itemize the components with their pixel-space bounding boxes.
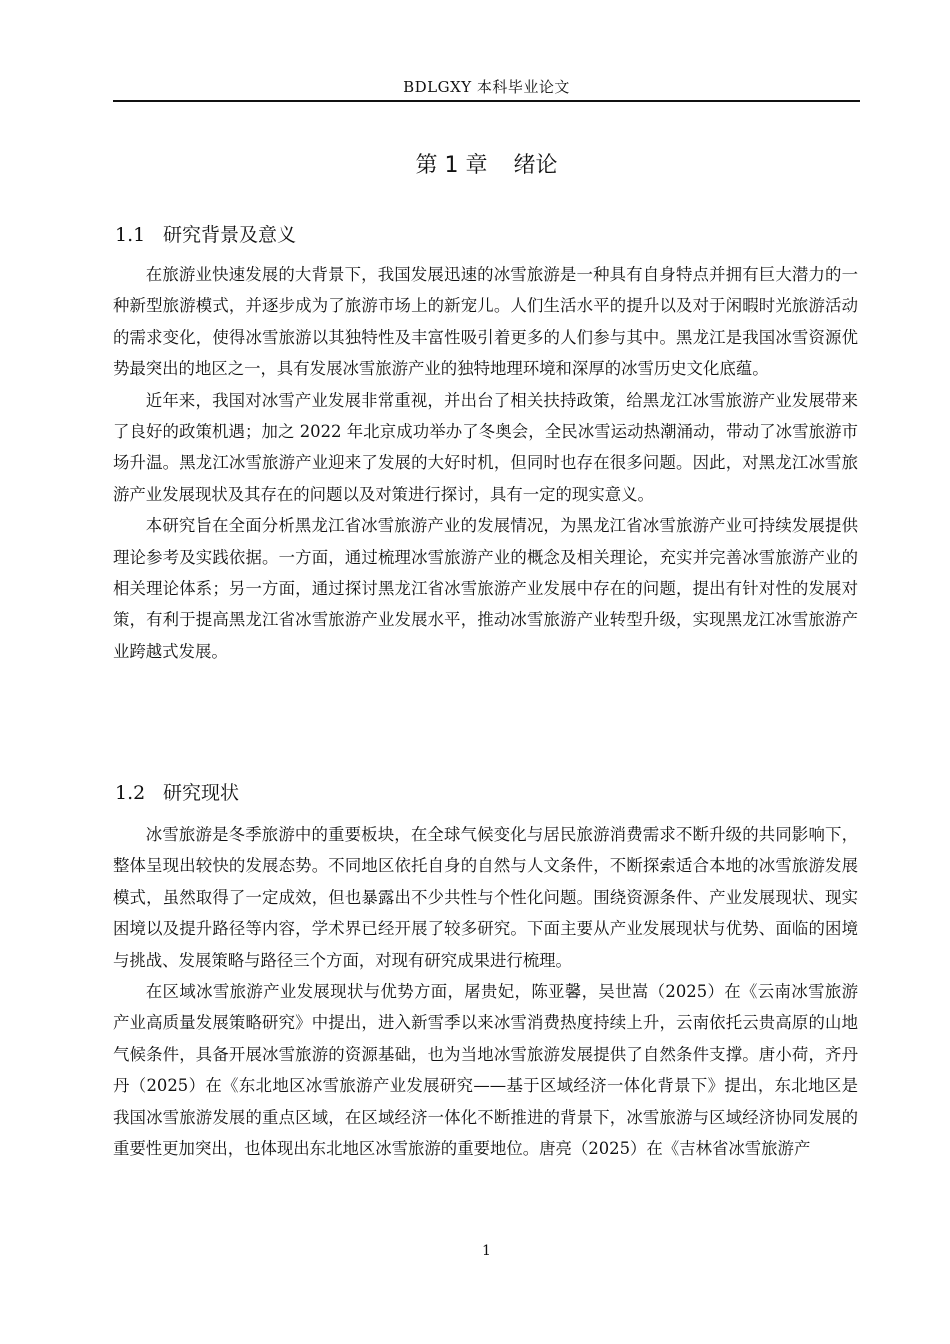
section-title: 研究背景及意义 [163,224,297,246]
running-header: BDLGXY 本科毕业论文 [403,78,570,96]
section-body-1-1 [113,259,858,667]
paragraph: 在旅游业快速发展的大背景下，我国发展迅速的冰雪旅游是一种具有自身特点并拥有巨大潜力的一种新型旅游模式，并逐步成为了旅游市场上的新宠儿。人们生活水平的提升以及对于闲暇时光旅游活动的需求变化，使得冰雪旅游以其独特性及丰富性吸引着更多的人们参与其中。黑龙江是我国冰雪资源优势最突出的地区之一，具有发展冰雪旅游产业的独特地理环境和深厚的冰雪历史文化底蕴。 [113,265,858,379]
section-title: 研究现状 [163,782,240,804]
section-number: 1.1 [115,224,146,246]
section-heading-1-1 [115,220,296,247]
paragraph: 近年来，我国对冰雪产业发展非常重视，并出台了相关扶持政策，给黑龙江冰雪旅游产业发展带来了良好的政策机遇；加之 2022 年北京成功举办了冬奥会，全民冰雪运动热潮涌动，带动了冰雪旅游市场升温。黑龙江冰雪旅游产业迎来了发展的大好时机，但同时也存在很多问题。因此，对黑龙江冰雪旅游产业发展现状及其存在的问题以及对策进行探讨，具有一定的现实意义。 [113,390,858,504]
paragraph: 冰雪旅游是冬季旅游中的重要板块，在全球气候变化与居民旅游消费需求不断升级的共同影响下，整体呈现出较快的发展态势。不同地区依托自身的自然与人文条件，不断探索适合本地的冰雪旅游发展模式，虽然取得了一定成效，但也暴露出不少共性与个性化问题。围绕资源条件、产业发展现状、现实困境以及提升路径等内容，学术界已经开展了较多研究。下面主要从产业发展现状与优势、面临的困境与挑战、发展策略与路径三个方面，对现有研究成果进行梳理。 [113,825,858,970]
section-body-1-2 [113,819,858,1164]
chapter-name: 绪论 [513,153,558,178]
section-heading-1-2 [115,778,239,805]
paragraph: 在区域冰雪旅游产业发展现状与优势方面，屠贵妃，陈亚馨，吴世嵩（2025）在《云南冰雪旅游产业高质量发展策略研究》中提出，进入新雪季以来冰雪消费热度持续上升，云南依托云贵高原的山地气候条件，具备开展冰雪旅游的资源基础，也为当地冰雪旅游发展提供了自然条件支撑。唐小荷，齐丹丹（2025）在《东北地区冰雪旅游产业发展研究——基于区域经济一体化背景下》提出，东北地区是我国冰雪旅游发展的重点区域，在区域经济一体化不断推进的背景下，冰雪旅游与区域经济协同发展的重要性更加突出，也体现出东北地区冰雪旅游的重要地位。唐亮（2025）在《吉林省冰雪旅游产 [113,982,858,1159]
page-number: 1 [482,1243,491,1259]
header-rule [113,100,860,102]
paragraph: 本研究旨在全面分析黑龙江省冰雪旅游产业的发展情况，为黑龙江省冰雪旅游产业可持续发展提供理论参考及实践依据。一方面，通过梳理冰雪旅游产业的概念及相关理论，充实并完善冰雪旅游产业的相关理论体系；另一方面，通过探讨黑龙江省冰雪旅游产业发展中存在的问题，提出有针对性的发展对策，有利于提高黑龙江省冰雪旅游产业发展水平，推动冰雪旅游产业转型升级，实现黑龙江冰雪旅游产业跨越式发展。 [113,516,858,661]
section-number: 1.2 [115,782,146,804]
chapter-title [113,148,860,179]
chapter-number: 第 1 章 [415,153,488,178]
